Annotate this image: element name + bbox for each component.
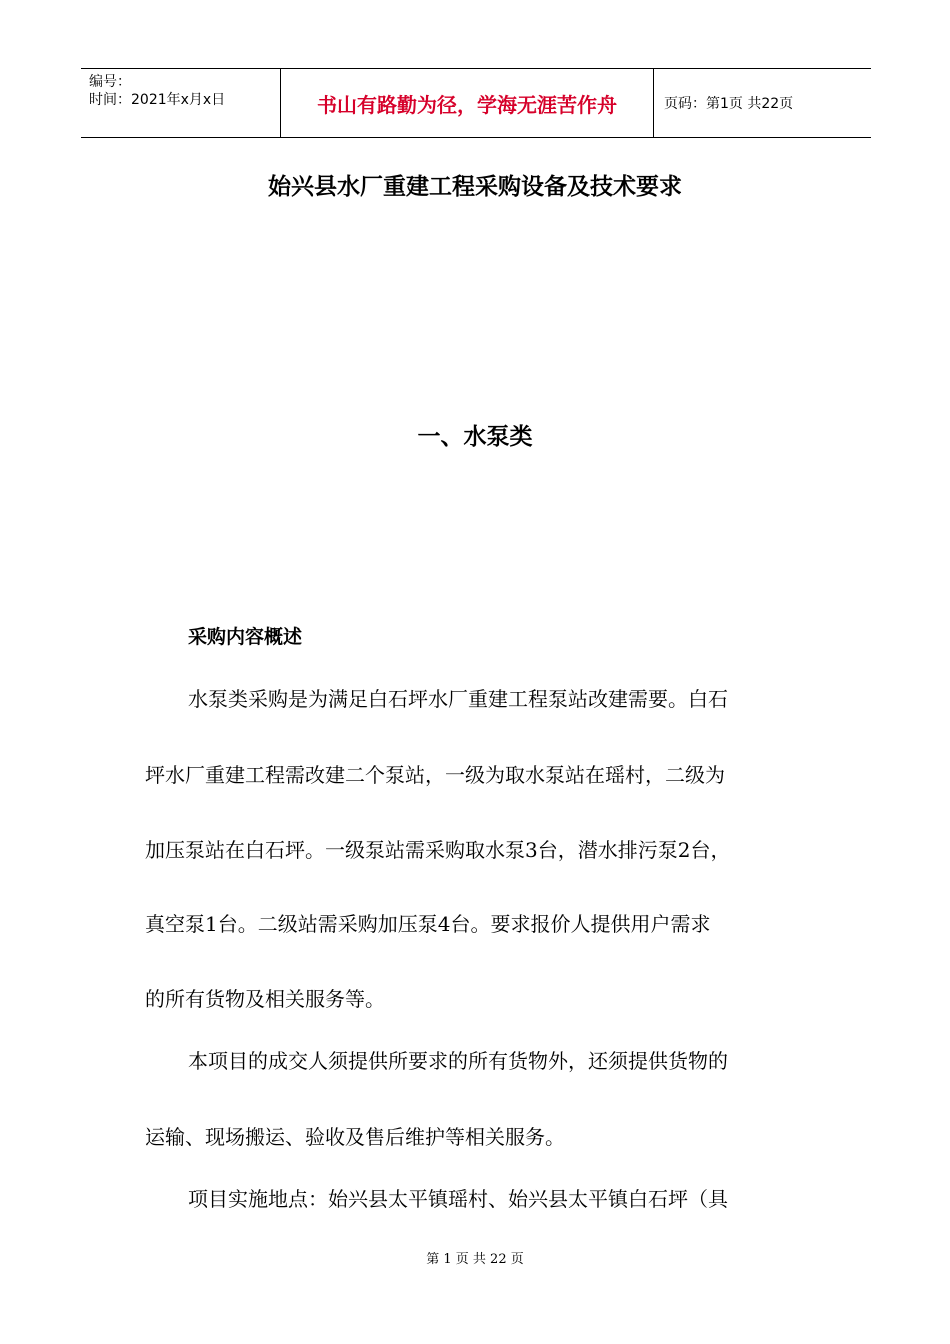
body-line: 真空泵1台。二级站需采购加压泵4台。要求报价人提供用户需求 <box>145 912 711 936</box>
body-line: 坪水厂重建工程需改建二个泵站，一级为取水泵站在瑶村，二级为 <box>145 763 725 787</box>
number-label: 编号： <box>89 74 131 90</box>
body-line: 运输、现场搬运、验收及售后维护等相关服务。 <box>145 1125 565 1149</box>
body-line: 项目实施地点：始兴县太平镇瑶村、始兴县太平镇白石坪（具 <box>188 1187 728 1211</box>
body-line: 的所有货物及相关服务等。 <box>145 987 385 1011</box>
section-title: 一、水泵类 <box>417 424 533 450</box>
body-line: 水泵类采购是为满足白石坪水厂重建工程泵站改建需要。白石 <box>188 687 728 711</box>
time-label: 时间：2021年x月x日 <box>89 92 226 108</box>
header-page-info: 页码：第1页 共22页 <box>664 96 794 112</box>
subheading: 采购内容概述 <box>188 626 303 648</box>
document-title: 始兴县水厂重建工程采购设备及技术要求 <box>268 174 682 200</box>
body-line: 加压泵站在白石坪。一级泵站需采购取水泵3台，潜水排污泵2台， <box>145 838 731 862</box>
page-footer: 第 1 页 共 22 页 <box>426 1252 524 1267</box>
header-motto: 书山有路勤为径，学海无涯苦作舟 <box>281 69 654 137</box>
body-line: 本项目的成交人须提供所要求的所有货物外，还须提供货物的 <box>188 1049 728 1073</box>
page-header <box>81 68 871 138</box>
header-meta <box>81 69 281 137</box>
